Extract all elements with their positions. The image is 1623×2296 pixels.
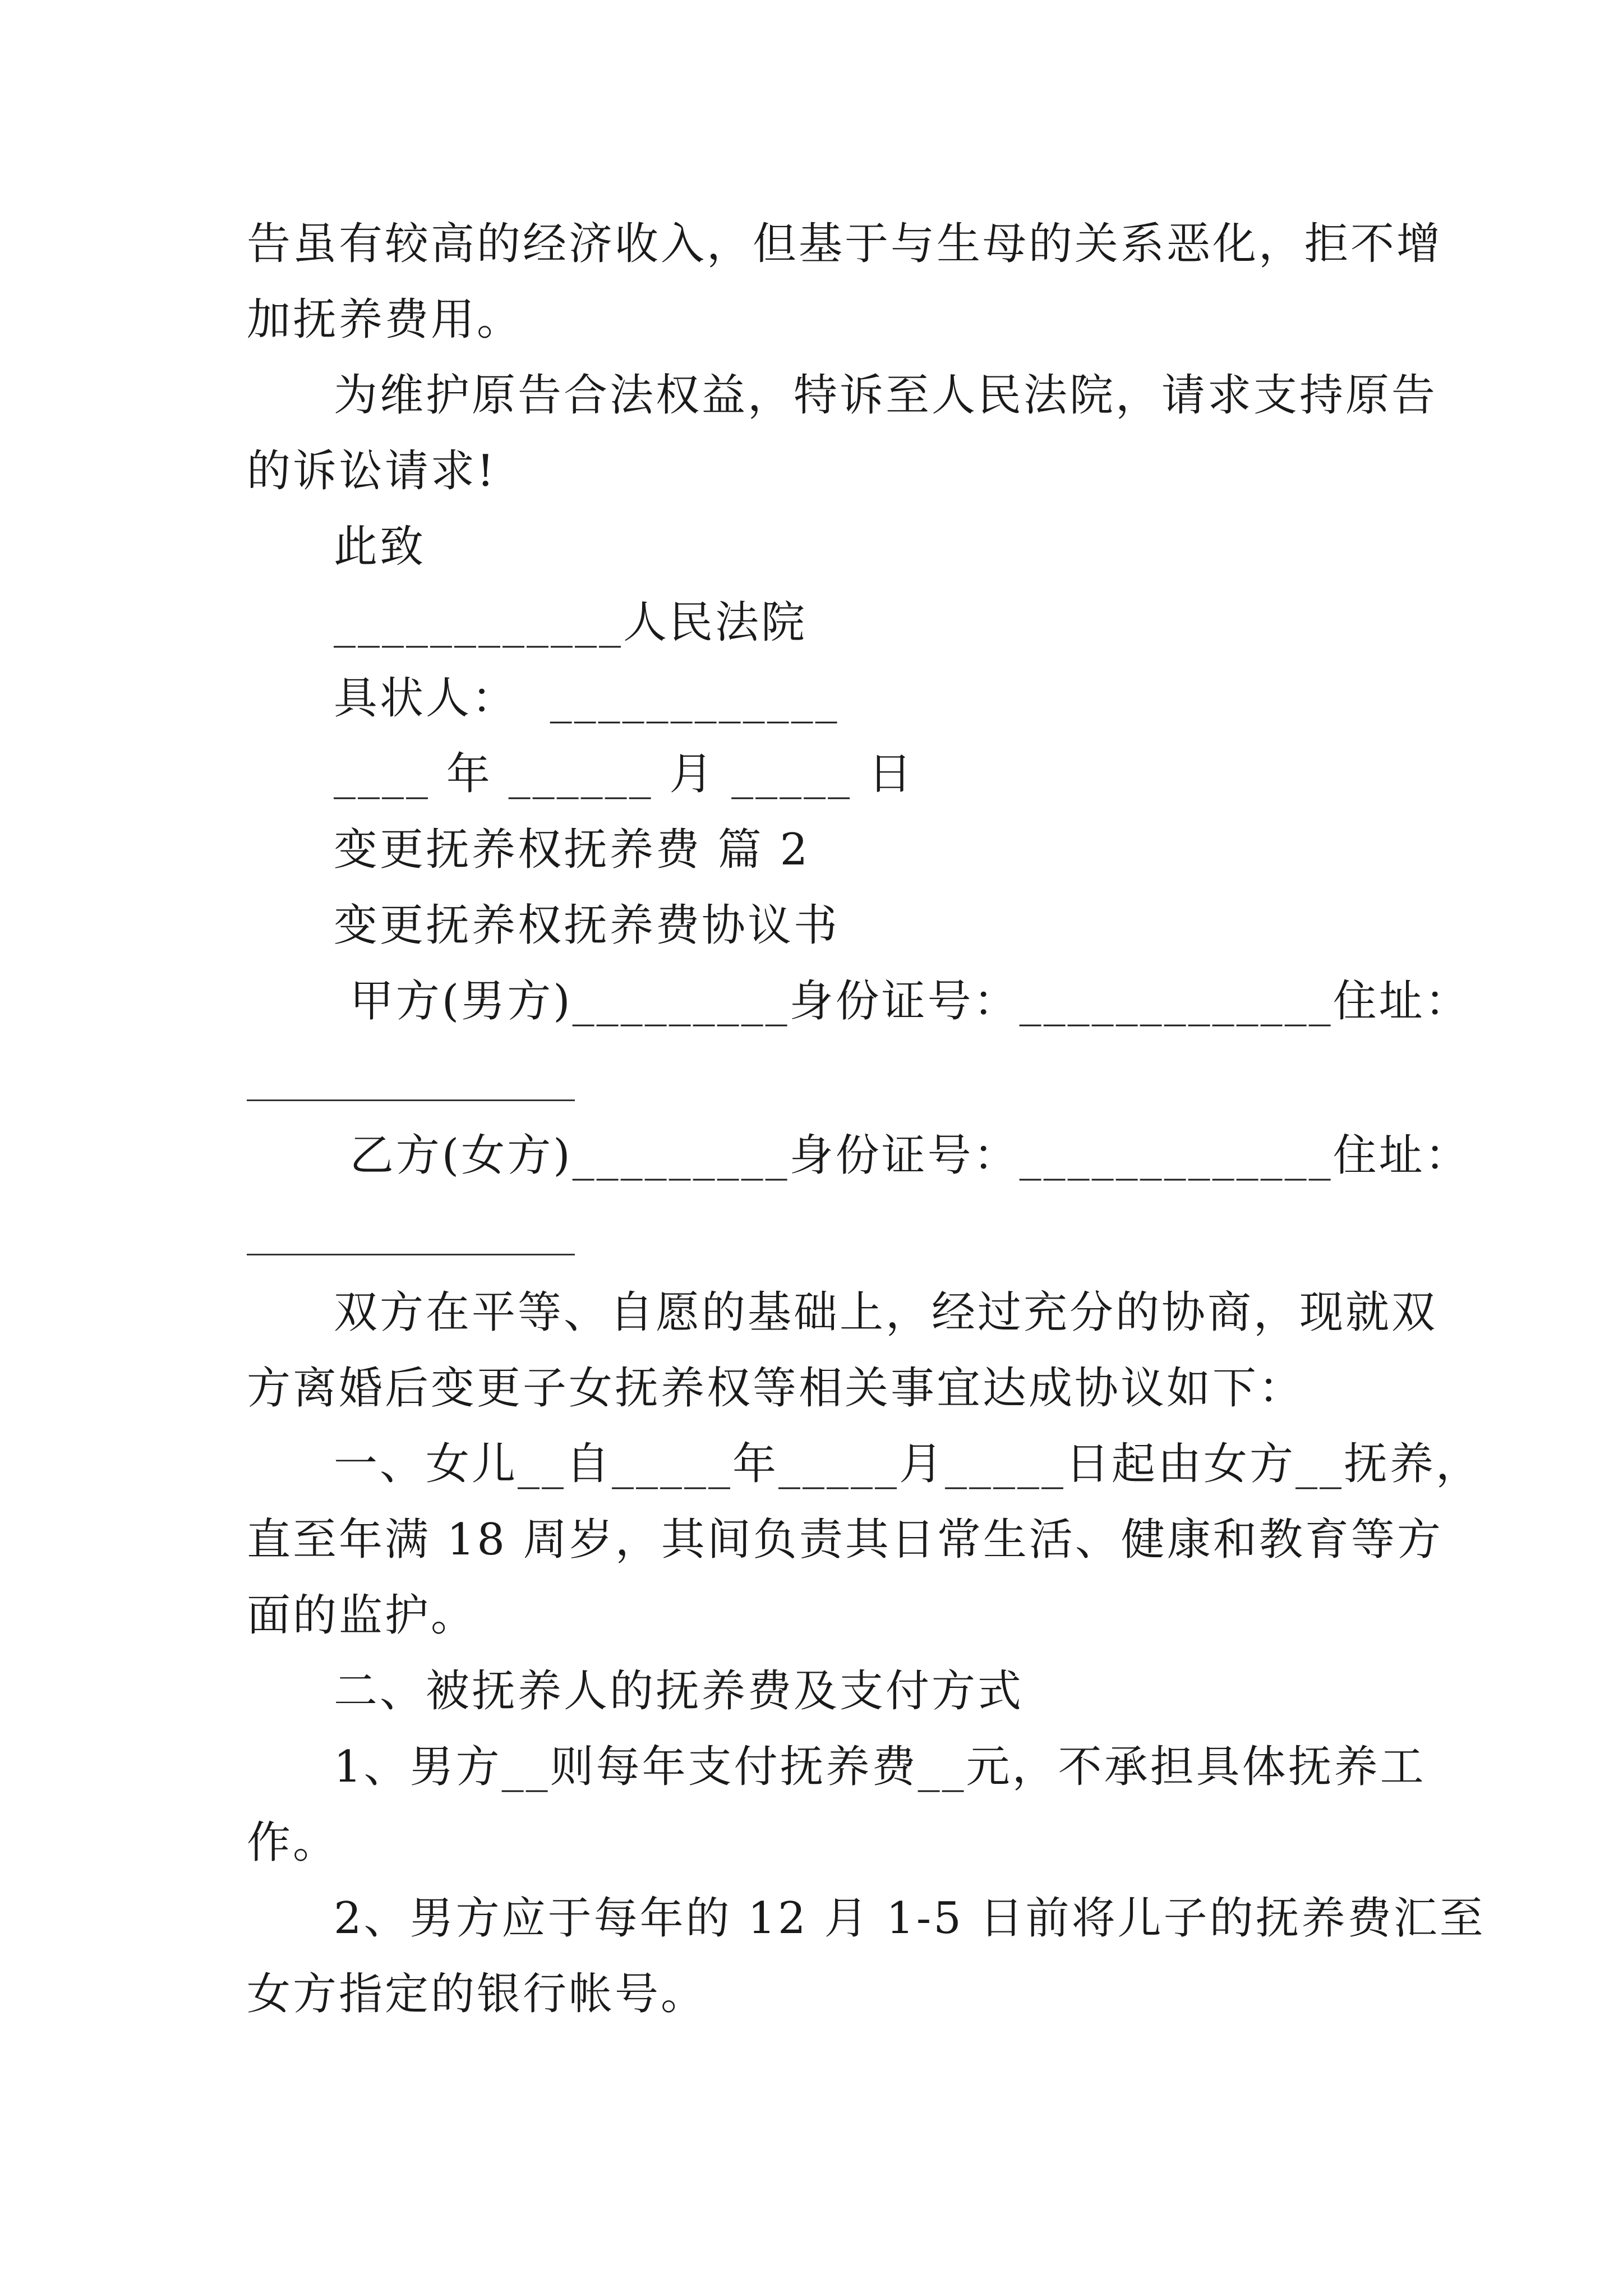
section-heading: 变更抚养权抚养费 篇 2 [334, 825, 810, 875]
clause-heading: 二、被抚养人的抚养费及支付方式 [334, 1666, 1024, 1717]
clause-line: 作。 [247, 1818, 339, 1868]
plaintiff-signature-line: 具状人： ____________ [334, 673, 840, 724]
party-b-line: 乙方(女方)_________身份证号：_____________住址： [334, 1130, 1471, 1181]
paragraph-line: 为维护原告合法权益，特诉至人民法院，请求支持原告 [334, 370, 1438, 421]
clause-line: 1、男方__则每年支付抚养费__元，不承担具体抚养工 [334, 1742, 1426, 1792]
salutation-line: 此致 [334, 522, 426, 572]
court-line: ____________人民法院 [334, 597, 808, 648]
paragraph-line: 双方在平等、自愿的基础上，经过充分的协商，现就双 [334, 1287, 1438, 1338]
clause-line: 一、女儿__自_____年_____月_____日起由女方__抚养， [334, 1439, 1482, 1489]
party-a-address-blank [247, 1099, 575, 1101]
paragraph-line: 加抚养费用。 [247, 295, 523, 345]
paragraph-line: 告虽有较高的经济收入，但基于与生母的关系恶化，拒不增 [247, 219, 1443, 269]
paragraph-line: 方离婚后变更子女抚养权等相关事宜达成协议如下： [247, 1363, 1305, 1414]
clause-line: 2、男方应于每年的 12 月 1-5 日前将儿子的抚养费汇至 [334, 1893, 1486, 1944]
clause-line: 面的监护。 [247, 1590, 477, 1641]
clause-line: 直至年满 18 周岁，其间负责其日常生活、健康和教育等方 [247, 1515, 1443, 1565]
date-line: ____ 年 ______ 月 _____ 日 [334, 749, 914, 799]
agreement-title: 变更抚养权抚养费协议书 [334, 900, 840, 951]
paragraph-line: 的诉讼请求! [247, 446, 497, 496]
party-b-address-blank [247, 1254, 575, 1255]
party-a-line: 甲方(男方)_________身份证号：_____________住址： [334, 976, 1471, 1027]
clause-line: 女方指定的银行帐号。 [247, 1969, 707, 2019]
